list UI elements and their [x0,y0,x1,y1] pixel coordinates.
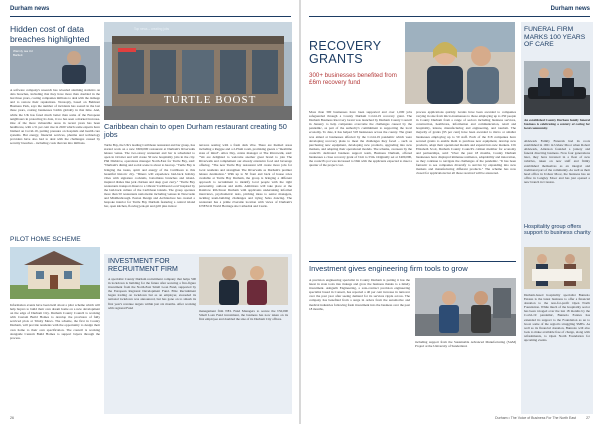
turtle-bay-title: Caribbean chain to open Durham restaurant creating 50 jobs [104,122,287,140]
restaurant-photo [104,22,292,120]
cheque-presentation-illustration [524,247,590,289]
turtle-bay-body-col1: Turtle Bay, the UK's leading Caribbean restaurant and bar group, has started work on a new £600,000 restaurant at Durham's Riverwalk leisure venue. The two-storey restaurant and bar is scheduled to open in October and will create 50 new hospitality jobs in the city. Phil Dishlove, operations manager North-East for Turtle Bay, said: "Durham's dining and social scene is about to heat up. "Turtle Bay is bringing the tastes, spirit and energy of the Caribbean to this beautiful historic city. "Diners will experience laid-back holiday vibes with signature cocktails, bottomless brunches and island-inspired dishes like jerk chicken and deep goat curry." "Turtle Bay restaurants transport diners to a vibrant 'Caribbean Local' inspired by the laid-back culture of the Caribbean islands. The group operates more than 50 restaurants nationwide including venues in Newcastle and Middlesbrough. Peaton Design and Architecture has created a bespoke interior for Turtle Bay Durham featuring a central island bar, open kitchen, flowing jerk-pit and grill plus indoor [104,143,195,209]
engineering-body-col1: A precision engineering specialist in County Durham is putting it has the latest in state tools into tinkage and grow the business thanks to a timely investment. Ashgarth Engineering, a sole-contract precision engineering specialist based in Consett, has reported a 40 per cent increase in turnover over the past year after seeing demand for its services ripple across. The company has benefited from a surge in orders from the automotive and medical industries following fresh investment into the business over the past 18 months, [309,278,410,311]
pilot-home-body: Information events have been held about a pilot scheme which will help buyers to build their own dream home on a new development on the edge of Durham City. Durham County Council is working with Custom Build Homes to develop the provision of fully serviced plots at Trinity Mews. The scheme, the first in County Durham, will provide residents with the opportunity to design their own home to their own specification. The council is working alongside Custom Build Homes to support buyers through the process. [10,303,100,340]
photo-banner: Top news – creating jobs [134,27,170,31]
turtle-bay-body-col2: terraces seating with a fresh dark vibe. There are themed areas including a Reggae and a 2-Plum room, promising guests a "mealtime state of mind". Alice Day, centre manager at The Riverwalk, said: "We are delighted to welcome another great brand to join The Riverwalk and complement our already extensive food and beverage offering. "The new Turtle Bay restaurant will create more jobs for local residents and strengthen The Riverwalk as Durham's premier leisure destination." With up to 50 front and back of house roles available at Turtle Bay Durham, the group is bringing a different approach to recruitment to identify local people with the right personality, outlook and skills. Ambitions will take place at the Rainbow Rib-Street Durham with applicants undertaking informal interviews, psychometric tests, pitching ideas to senior managers, tackling team-building challenges and trying Salsa dancing. The restaurant has a prime riverside location with views of Durham's UNESCO World Heritage site Cathedral and Castle. [199,143,292,209]
engineering-rule [309,261,516,262]
section-label: Durham news [10,6,50,12]
data-breaches-title: Hidden cost of data breaches highlighted [10,24,90,44]
hospitality-body: Durham-based hospitality specialist Bunnolo Estates is the latest business to offer a financial donation to the non-for-profit Open North Foundation. While much of the hospitality sector has been ravaged over the last 18 months by the Covid-19 pandemic, Bunnolo Estates has extended its support to the Foundation as an to boost some of the region's struggling SMEs. As well as its financial donation, Bunnolo will also look to make available free of charge, along with refreshments, to Open North Foundation for upcoming events. [524,293,590,343]
left-page [0,0,299,424]
office-team-illustration [199,257,288,305]
machinists-illustration [415,278,516,336]
recruitment-photo [199,257,288,305]
page-number-right: 27 [586,416,590,420]
grant-recipient-photo [405,22,515,104]
recovery-grants-title: RECOVERY GRANTS [309,39,382,66]
funeral-body: Aldewark Family Funerals had its roots established in 1921 in Ushaw Moor when Robert Aldewark, Alderson founded a joinery and funeral directing business. Now four generations later, they have invested in a fleet of new vehicles, taken on new staff and firmly established themselves as an integral and traditional part of the community. As well as their head office in Ushaw Moor, the business has an office in Langley Moor and has just opened a new branch in Cruston. [524,139,590,184]
hospitality-photo [524,247,590,289]
house-photo [10,247,100,299]
portrait-caption: Warmly tea Ud Bartlett [13,49,33,57]
funeral-staff-illustration [524,61,590,115]
engineering-photo [415,278,516,336]
page-number-left: 26 [10,416,14,420]
header-rule [10,16,291,17]
hospitality-title: Hospitality group offers support to business charity [524,224,591,237]
investment-title: INVESTMENT FOR RECRUITMENT FIRM [108,258,178,273]
header-rule-right [309,16,590,17]
engineering-title: Investment gives engineering firm tools to grow [309,264,468,273]
turtle-boost-heading: TURTLE BOOST [164,94,257,106]
section-label-right: Durham news [550,6,590,12]
data-breaches-body: A software company's research has revealed alarming statistics on data breaches, including that they have more than doubled in the last three years, costing companies millions to deal with the damage and to restore their reputations. Nonsoply, based on Belmont Business Park, says the number of incidents has soared in the last three years, costing businesses £4.6m globally in that time. And, while the UK has fared much better than some of the European neighbours in protecting its data, it too has seen a marked increase. One of the more vulnerable areas in recent years has been healthcare, with a 51 per cent rise in 2020 which some experts have blamed on Covid-19, putting pressure on hospitals and health care systems. But energy, financial services, pharma and technology providers have also had to deal with the challenges caused by security breaches – including costs that run into millions. [10,88,100,146]
business-owners-illustration [405,22,515,104]
left-header [0,6,299,18]
recovery-grants-body-col2: process applications quickly. Grants have been awarded to companies varying in size from micro-businesses to those employing up to 250 people in County Durham from a range of sectors including business services, construction, healthcare, information and communication, retail and hospitality, leisure, manufacturing and engineering, and tourism. The majority of grants (95 per cent) have been awarded to micro or smaller businesses employing up to 50 staff. Each of the 318 companies have secured grants to enable them to purchase new equipment, develop new products, adapt their operational models and expand into new markets. Cllr Elizabeth Scott, Durham County Council's cabinet member for economy and partnerships, said: "Over the past 18 months, County Durham businesses have displayed immense resilience, adaptability and innovation, as they continue to navigate the challenges of the pandemic. "It has been fantastic to see companies diversify to survive by expanding into new markets and manufacturing different products." The scheme has now closed for applications but all those received will be answered. [416,110,516,176]
investment-body-col2: management firm NEL Fund Managers to secure the £50,000 Small Loan Fund investment, the business has now taken on its first employee and doubled the size of its Durham City offices. [199,309,288,322]
engineering-body-col2: including support from the Sustainable Advanced Manufacturing (SAM) Project at the University of Sunderland. [415,340,516,349]
funeral-title: FUNERAL FIRM MARKS 100 YEARS OF CARE [524,26,586,49]
publication-footer: Durham • The Voice of Business For The North East [495,416,576,420]
portrait-photo [10,46,100,84]
funeral-intro: An established County Durham family funeral business is celebrating a century of caring for local community. [524,118,590,131]
recovery-grants-body-col1: More than 300 businesses have been supported and over 1,000 jobs safeguarded through a County Durham Covid-19 recovery grant. The Durham Business Recovery Grant was launched by Durham County Council in January to help companies overcome the challenges caused by the pandemic, as part of the authority's commitment to supporting the local economy. To date, it has helped 318 businesses across the county. The grant was aimed at businesses affected by the Covid-19 pandemic which were developing recovery plans to meet the challenges they faced – such as purchasing new equipment, developing new products, upgrading into new markets, and adapting their operational models. The scheme, overseen by the council's dedicated business support team, Business Durham, offered businesses a close recovery grant of £1m to £5m. Originally set at £400,000, the council's pot was increased to £6m with the applicants expected to meet a quarter of the project cost. [309,110,412,168]
pilot-home-title: PILOT HOME SCHEME [10,236,81,243]
investment-body-col1: A specialist County Durham recruitment company that helps 500 in lockdown is building for the future after securing a five-figure investment from the North-East Small Loan Fund, supported by the European Regional Development Fund. Elite Recruitment began trading on lockdown but as an employer, exceeded its national lockdown was announced, but has gone on to smash its first year's revenue targets within just six months. After working with regional Fund [108,277,196,310]
funeral-photo [524,61,590,115]
right-page [301,0,600,424]
recovery-grants-subtitle: 300+ businesses benefited from £6m recovery fund [309,72,397,87]
right-header [301,6,600,18]
house-illustration [10,247,100,299]
